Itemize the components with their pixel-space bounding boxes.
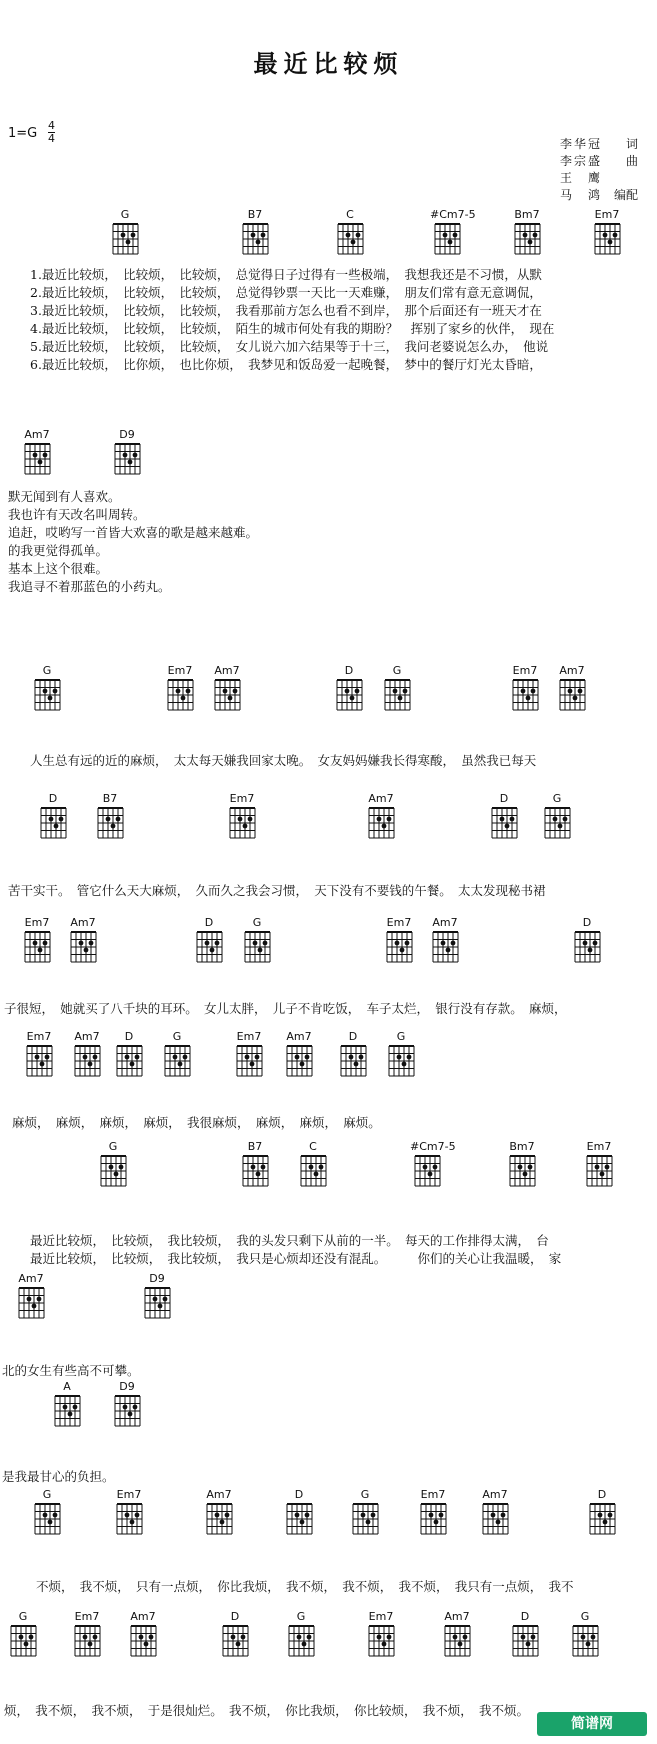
chord-name: Em7 [26,1030,52,1043]
chord-name: Am7 [559,664,585,677]
chord-grid [284,1044,314,1078]
chord-diagram [284,1610,318,1658]
chord-grid [366,1624,396,1658]
chord-name: B7 [102,792,118,805]
chord-diagram [110,428,144,476]
chord-name: #Cm7-5 [430,208,476,221]
chord-diagram [140,1272,174,1320]
chord-grid [386,1044,416,1078]
chord-name: D [48,792,58,805]
chord-grid [557,678,587,712]
chord-grid [22,930,52,964]
chord-name: G [360,1488,370,1501]
chord-diagram [568,1610,602,1658]
chord-name: Em7 [236,1030,262,1043]
chord-grid [284,1502,314,1536]
chord-diagram [50,1380,84,1428]
chord-name: D [348,1030,358,1043]
chord-diagram [410,1140,456,1188]
chord-name: D [204,916,214,929]
chord-diagram [202,1488,236,1536]
verse-line: 3.最近比较烦， 比较烦， 比较烦， 我看那前方怎么也看不到岸， 那个后面还有一班天才在 [30,303,542,318]
credit-name: 李华冠 [560,137,603,151]
chord-diagram [36,792,70,840]
time-signature-top: 4 [48,119,55,132]
verse-line: 4.最近比较烦， 比较烦， 比较烦， 陌生的城市何处有我的期盼？ 挥别了家乡的伙伴， 现在 [30,321,555,336]
chord-grid [114,1044,144,1078]
chord-diagram [590,208,624,256]
chord-name: G [392,664,402,677]
chord-grid [384,930,414,964]
chord-name: Em7 [386,916,412,929]
verse-line: 1.最近比较烦， 比较烦， 比较烦， 总觉得日子过得有一些极端， 我想我还是不习惯，从默 [30,267,542,282]
chord-grid [587,1502,617,1536]
chord-name: Em7 [368,1610,394,1623]
chord-name: D [597,1488,607,1501]
lyric-line: 不烦， 我不烦， 只有一点烦， 你比我烦， 我不烦， 我不烦， 我不烦， 我只有一点烦， 我不 [36,1579,574,1594]
chord-grid [298,1154,328,1188]
chord-grid [72,1624,102,1658]
chord-diagram [332,664,366,712]
chord-grid [584,1154,614,1188]
chord-diagram [508,1610,542,1658]
chord-name: G [172,1030,182,1043]
chord-name: D9 [149,1272,165,1285]
verse-tail: 默无闻到有人喜欢。 [8,489,121,504]
chord-name: G [296,1610,306,1623]
chord-grid [72,1044,102,1078]
chord-grid [366,806,396,840]
chord-grid [24,1044,54,1078]
chord-grid [95,806,125,840]
chord-grid [350,1502,380,1536]
chord-name: Am7 [70,916,96,929]
chord-grid [442,1624,472,1658]
chord-diagram [192,916,226,964]
verse-tail: 我也许有天改名叫周转。 [8,507,146,522]
chord-diagram [210,664,244,712]
lyric-line: 子很短， 她就买了八千块的耳环。 女儿太胖， 儿子不肯吃饭， 车子太烂， 银行没有存款。 麻烦， [4,1001,567,1016]
chord-diagram [22,1030,56,1078]
lyric-line: 是我最甘心的负担。 [2,1469,115,1484]
credits [560,136,638,204]
chord-diagram [505,1140,539,1188]
chord-diagram [384,1030,418,1078]
lyric-line: 最近比较烦， 比较烦， 我比较烦， 我只是心烦却还没有混乱。 你们的关心让我温暖， 家 [30,1251,562,1266]
chord-grid [412,1154,442,1188]
chord-name: Em7 [512,664,538,677]
chord-grid [110,222,140,256]
chord-diagram [380,664,414,712]
chord-name: Em7 [420,1488,446,1501]
chord-name: G [42,1488,52,1501]
chord-name: Em7 [167,664,193,677]
chord-grid [165,678,195,712]
chord-name: Em7 [586,1140,612,1153]
chord-diagram [30,664,64,712]
verse-tail: 我追寻不着那蓝色的小药丸。 [8,579,171,594]
chord-name: Am7 [24,428,50,441]
chord-diagram [112,1488,146,1536]
chord-grid [510,678,540,712]
chord-name: Am7 [432,916,458,929]
chord-name: Am7 [130,1610,156,1623]
chord-grid [32,1502,62,1536]
chord-name: D9 [119,428,135,441]
chord-name: Em7 [116,1488,142,1501]
chord-name: G [252,916,262,929]
chord-name: D [499,792,509,805]
chord-grid [542,806,572,840]
chord-grid [489,806,519,840]
chord-name: B7 [247,208,263,221]
lyric-line: 最近比较烦， 比较烦， 我比较烦， 我的头发只剩下从前的一半。 每天的工作排得太满， 台 [30,1233,549,1248]
chord-diagram [570,916,604,964]
chord-diagram [416,1488,450,1536]
chord-grid [234,1044,264,1078]
chord-name: Am7 [206,1488,232,1501]
chord-grid [510,1624,540,1658]
verse-line: 2.最近比较烦， 比较烦， 比较烦， 总觉得钞票一天比一天难赚， 朋友们常有意无意调侃， [30,285,542,300]
chord-diagram [508,664,542,712]
chord-name: D9 [119,1380,135,1393]
chord-diagram [238,208,272,256]
chord-grid [114,1502,144,1536]
chord-name: G [108,1140,118,1153]
chord-diagram [70,1610,104,1658]
key-signature: 1=G [8,126,38,141]
verse-line: 5.最近比较烦， 比较烦， 比较烦， 女儿说六加六结果等于十三， 我问老婆说怎么办， 他说 [30,339,549,354]
chord-diagram [282,1030,316,1078]
chord-name: Am7 [444,1610,470,1623]
chord-diagram [108,208,142,256]
chord-grid [212,678,242,712]
chord-name: Am7 [368,792,394,805]
chord-grid [227,806,257,840]
chord-grid [128,1624,158,1658]
chord-diagram [126,1610,160,1658]
chord-diagram [14,1272,48,1320]
chord-name: B7 [247,1140,263,1153]
chord-name: D [230,1610,240,1623]
chord-grid [112,442,142,476]
chord-diagram [336,1030,370,1078]
credit-role: 曲 [625,154,638,168]
chord-grid [162,1044,192,1078]
chord-name: D [582,916,592,929]
chord-diagram [348,1488,382,1536]
chord-name: G [42,664,52,677]
chord-grid [338,1044,368,1078]
credit-role: 词 [625,137,638,151]
chord-diagram [112,1030,146,1078]
chord-diagram [478,1488,512,1536]
credit-name: 马 鸿 [560,188,603,202]
chord-name: G [396,1030,406,1043]
chord-diagram [540,792,574,840]
chord-grid [22,442,52,476]
lyric-line: 北的女生有些高不可攀。 [2,1363,140,1378]
credit-row [560,170,638,187]
chord-diagram [70,1030,104,1078]
chord-grid [68,930,98,964]
verse-tail: 追赶，哎哟写一首皆大欢喜的歌是越来越难。 [8,525,259,540]
chord-diagram [160,1030,194,1078]
chord-grid [194,930,224,964]
verse-line: 6.最近比较烦， 比你烦， 也比你烦， 我梦见和饭岛爱一起晚餐， 梦中的餐厅灯光太昏暗， [30,357,542,372]
chord-diagram [225,792,259,840]
chord-diagram [487,792,521,840]
chord-diagram [430,208,476,256]
chord-grid [220,1624,250,1658]
chord-name: A [63,1380,71,1393]
chord-diagram [364,1610,398,1658]
chord-name: D [520,1610,530,1623]
chord-name: Em7 [229,792,255,805]
credit-row [560,136,638,153]
chord-diagram [585,1488,619,1536]
chord-diagram [66,916,100,964]
chord-grid [240,222,270,256]
chord-name: Bm7 [514,208,540,221]
chord-name: #Cm7-5 [410,1140,456,1153]
chord-diagram [282,1488,316,1536]
chord-grid [38,806,68,840]
chord-diagram [110,1380,144,1428]
chord-diagram [555,664,589,712]
chord-grid [242,930,272,964]
chord-grid [432,222,462,256]
chord-grid [142,1286,172,1320]
chord-name: Am7 [482,1488,508,1501]
chord-name: G [120,208,130,221]
credit-name: 王 鹰 [560,171,603,185]
chord-name: G [18,1610,28,1623]
chord-diagram [382,916,416,964]
credit-role: 编配 [613,188,638,202]
chord-diagram [218,1610,252,1658]
lyric-line: 麻烦， 麻烦， 麻烦， 麻烦， 我很麻烦， 麻烦， 麻烦， 麻烦。 [12,1115,381,1130]
chord-grid [512,222,542,256]
chord-name: Em7 [74,1610,100,1623]
chord-name: Am7 [74,1030,100,1043]
chord-diagram [232,1030,266,1078]
chord-diagram [240,916,274,964]
chord-diagram [296,1140,330,1188]
chord-grid [8,1624,38,1658]
chord-name: C [309,1140,317,1153]
chord-grid [204,1502,234,1536]
chord-name: Am7 [214,664,240,677]
chord-grid [570,1624,600,1658]
lyric-line: 人生总有远的近的麻烦， 太太每天嫌我回家太晚。 女友妈妈嫌我长得寒酸， 虽然我已每天 [30,753,537,768]
song-title: 最近比较烦 [253,49,404,78]
chord-name: Em7 [24,916,50,929]
chord-diagram [510,208,544,256]
chord-diagram [163,664,197,712]
chord-grid [572,930,602,964]
chord-grid [286,1624,316,1658]
chord-name: Am7 [286,1030,312,1043]
chord-name: G [580,1610,590,1623]
chord-name: D [344,664,354,677]
chord-grid [112,1394,142,1428]
lyric-line: 苦干实干。 管它什么天大麻烦， 久而久之我会习惯， 天下没有不要钱的午餐。 太太发现秘书裙 [8,883,546,898]
chord-diagram [582,1140,616,1188]
chord-diagram [333,208,367,256]
chord-grid [382,678,412,712]
chord-grid [480,1502,510,1536]
chord-diagram [6,1610,40,1658]
chord-diagram [20,916,54,964]
chord-grid [32,678,62,712]
chord-diagram [30,1488,64,1536]
chord-grid [430,930,460,964]
chord-grid [240,1154,270,1188]
chord-diagram [364,792,398,840]
chord-grid [52,1394,82,1428]
chord-diagram [96,1140,130,1188]
verse-tail: 的我更觉得孤单。 [8,543,109,558]
chord-diagram [238,1140,272,1188]
chord-grid [334,678,364,712]
chord-name: D [294,1488,304,1501]
chord-name: Bm7 [509,1140,535,1153]
chord-diagram [20,428,54,476]
chord-diagram [440,1610,474,1658]
chord-name: Em7 [594,208,620,221]
verse-tail: 基本上这个很难。 [8,561,109,576]
time-signature-bottom: 4 [48,132,55,145]
lyric-line: 烦， 我不烦， 我不烦， 于是很灿烂。 我不烦， 你比我烦， 你比较烦， 我不烦， 我不烦。 [4,1703,530,1718]
credit-row [560,153,638,170]
chord-diagram [93,792,127,840]
site-watermark: 简谱网 [537,1712,647,1736]
credit-row [560,187,638,204]
credit-name: 李宗盛 [560,154,603,168]
chord-name: C [346,208,354,221]
chord-grid [418,1502,448,1536]
chord-name: Am7 [18,1272,44,1285]
chord-grid [335,222,365,256]
chord-grid [592,222,622,256]
time-signature [48,120,55,145]
chord-name: D [124,1030,134,1043]
chord-grid [507,1154,537,1188]
chord-diagram [428,916,462,964]
chord-grid [98,1154,128,1188]
chord-name: G [552,792,562,805]
chord-grid [16,1286,46,1320]
